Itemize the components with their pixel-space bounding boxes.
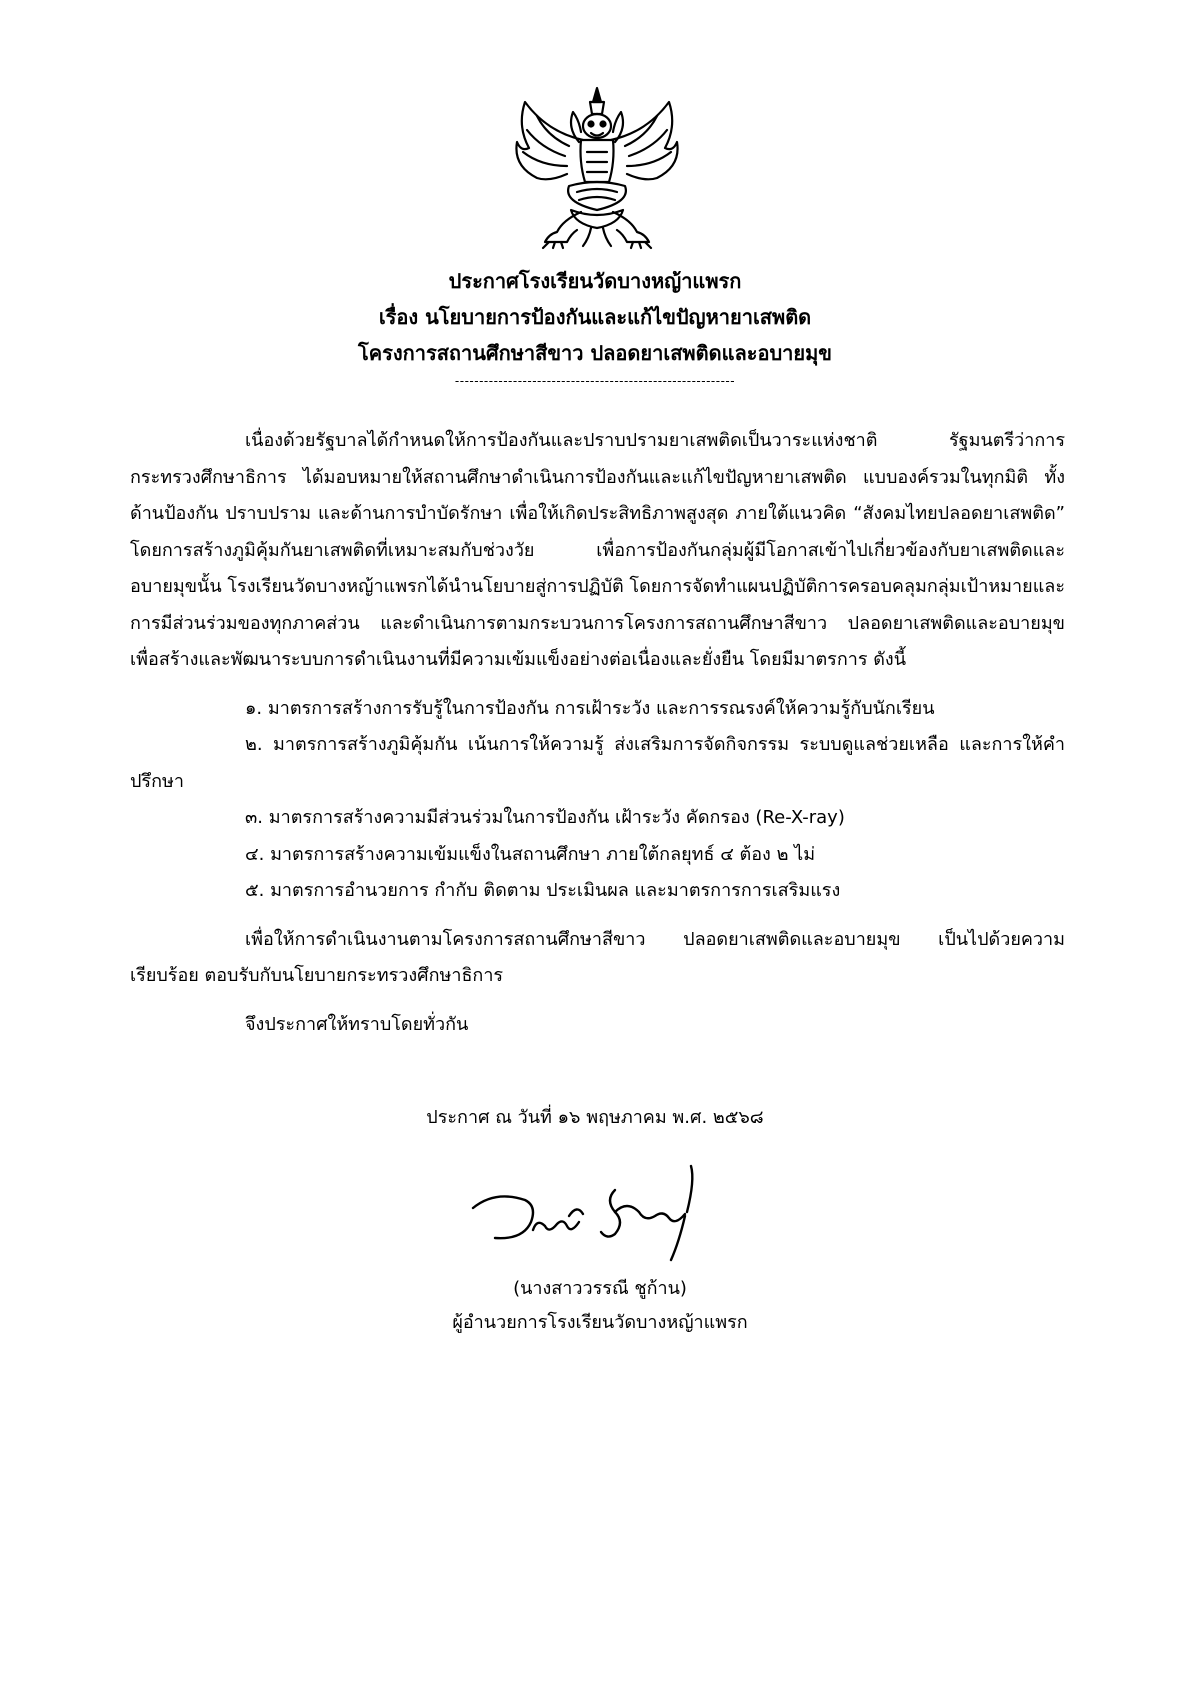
header-separator: ---------------------------------------------------------- <box>454 374 736 388</box>
project-name: โครงการสถานศึกษาสีขาว ปลอดยาเสพติดและอบายมุข <box>358 341 832 365</box>
measure-item: ๑. มาตรการสร้างการรับรู้ในการป้องกัน การเฝ้าระวัง และการรณรงค์ให้ความรู้กับนักเรียน <box>245 697 935 719</box>
document-body <box>130 423 1065 1043</box>
measure-item: ๓. มาตรการสร้างความมีส่วนร่วมในการป้องกัน เฝ้าระวัง คัดกรอง (Re-X-ray) <box>245 807 845 828</box>
conclusion-paragraph: เพื่อให้การดำเนินงานตามโครงการสถานศึกษาสีขาว ปลอดยาเสพติดและอบายมุข เป็นไปด้วยความเรียบร้อย ตอบรับกับนโยบายกระทรวงศึกษาธิการ <box>130 928 1065 986</box>
signer-name: (นางสาววรรณี ชูก้าน) <box>513 1278 687 1299</box>
announcement-subject: เรื่อง นโยบายการป้องกันและแก้ไขปัญหายาเสพติด <box>378 305 812 329</box>
measure-item: ๒. มาตรการสร้างภูมิคุ้มกัน เน้นการให้ความรู้ ส่งเสริมการจัดกิจกรรม ระบบดูแลช่วยเหลือ และการให้คำปรึกษา <box>130 734 1065 792</box>
announcement-date: ประกาศ ณ วันที่ ๑๖ พฤษภาคม พ.ศ. ๒๕๖๘ <box>426 1107 764 1128</box>
measure-item: ๔. มาตรการสร้างความเข้มแข็งในสถานศึกษา ภายใต้กลยุทธ์ ๔ ต้อง ๒ ไม่ <box>245 843 816 865</box>
garuda-emblem-icon <box>507 82 687 252</box>
signer-position: ผู้อำนวยการโรงเรียนวัดบางหญ้าแพรก <box>452 1312 748 1333</box>
intro-paragraph: เนื่องด้วยรัฐบาลได้กำหนดให้การป้องกันและปราบปรามยาเสพติดเป็นวาระแห่งชาติ รัฐมนตรีว่าการกระทรวงศึกษาธิการ ได้มอบหมายให้สถานศึกษาดำเนินการป้องกันและแก้ไขปัญหายาเสพติด แบบองค์รวมในทุกมิติ ทั้งด้านป้องกัน ปราบปราม และด้านการบำบัดรักษา เพื่อให้เกิดประสิทธิภาพสูงสุด ภายใต้แนวคิด “สังคมไทยปลอดยาเสพติด” โดยการสร้างภูมิคุ้มกันยาเสพติดที่เหมาะสมกับช่วงวัย เพื่อการป้องกันกลุ่มผู้มีโอกาสเข้าไปเกี่ยวข้องกับยาเสพติดและอบายมุขนั้น โรงเรียนวัดบางหญ้าแพรกได้นำนโยบายสู่การปฏิบัติ โดยการจัดทำแผนปฏิบัติการครอบคลุมกลุ่มเป้าหมายและการมีส่วนร่วมของทุกภาคส่วน และดำเนินการตามกระบวนการโครงการสถานศึกษาสีขาว ปลอดยาเสพติดและอบายมุข เพื่อสร้างและพัฒนาระบบการดำเนินงานที่มีความเข้มแข็งอย่างต่อเนื่องและยั่งยืน โดยมีมาตรการ ดังนี้ <box>130 430 1065 670</box>
handwritten-signature <box>465 1160 725 1270</box>
document-header <box>130 263 1060 391</box>
closing-statement: จึงประกาศให้ทราบโดยทั่วกัน <box>245 1013 469 1035</box>
measure-item: ๕. มาตรการอำนวยการ กำกับ ติดตาม ประเมินผล และมาตรการการเสริมแรง <box>245 880 841 901</box>
announcement-title: ประกาศโรงเรียนวัดบางหญ้าแพรก <box>448 269 742 293</box>
